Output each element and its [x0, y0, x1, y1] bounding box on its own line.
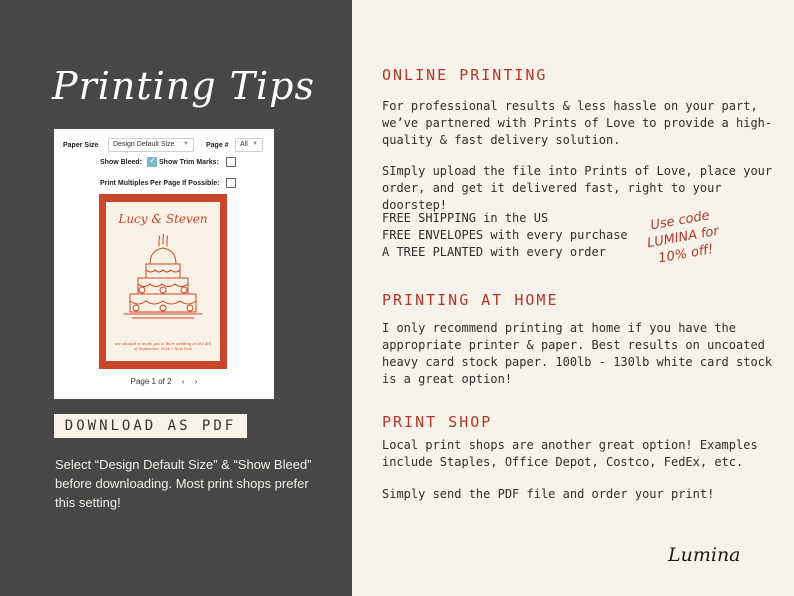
brand-logo: Lumina — [668, 544, 741, 566]
invitation-card — [106, 202, 220, 361]
next-page-icon[interactable]: › — [194, 377, 198, 386]
wedding-cake-illustration — [106, 234, 220, 334]
pager-text: Page 1 of 2 — [130, 377, 172, 386]
paper-size-select[interactable] — [108, 138, 194, 152]
promo-code-note: Use code LUMINA for 10% off! — [646, 208, 720, 267]
print-preview-panel — [54, 129, 274, 399]
preview-pager — [54, 377, 274, 386]
page-number-label: Page # — [206, 142, 229, 149]
print-shop-instructions: Simply send the PDF file and order your print! — [382, 487, 715, 501]
paper-size-label: Paper Size — [63, 142, 99, 149]
show-trim-label: Show Trim Marks: — [159, 159, 219, 166]
chevron-down-icon: ▼ — [252, 141, 258, 147]
online-printing-intro: For professional results & less hassle on your part, we’ve partnered with Prints of Love to provide a high-quality & fast delivery solution. — [382, 99, 773, 147]
paper-size-value: Design Default Size — [113, 141, 175, 148]
online-printing-benefits: FREE SHIPPING in the US FREE ENVELOPES with every purchase A TREE PLANTED with every order — [382, 211, 628, 259]
show-bleed-label: Show Bleed: — [100, 159, 143, 166]
printing-at-home-heading: PRINTING AT HOME — [382, 291, 559, 309]
chevron-down-icon: ▼ — [183, 141, 189, 147]
print-multiples-label: Print Multiples Per Page If Possible: — [100, 180, 220, 187]
show-trim-checkbox[interactable] — [226, 157, 236, 167]
page-number-value: All — [240, 141, 248, 148]
right-panel — [352, 0, 794, 596]
download-instructions: Select “Design Default Size” & “Show Bleed” before downloading. Most print shops prefer this setting! — [55, 457, 312, 510]
online-printing-steps: SImply upload the file into Prints of Love, place your order, and get it delivered fast, right to your doorstep! — [382, 164, 773, 212]
printing-at-home-text: I only recommend printing at home if you have the appropriate printer & paper. Best results on uncoated heavy card stock paper. 100lb - 130lb white card stock is a great option! — [382, 321, 773, 386]
online-printing-heading: ONLINE PRINTING — [382, 66, 548, 84]
prev-page-icon[interactable]: ‹ — [181, 377, 185, 386]
print-shop-heading: PRINT SHOP — [382, 413, 493, 431]
print-shop-text: Local print shops are another great option! Examples include Staples, Office Depot, Costco, FedEx, etc. — [382, 438, 758, 469]
print-multiples-checkbox[interactable] — [226, 178, 236, 188]
left-panel — [0, 0, 352, 596]
invitation-names: Lucy & Steven — [118, 212, 208, 226]
download-pdf-button[interactable]: DOWNLOAD AS PDF — [54, 414, 247, 438]
invitation-fine-print: are pleased to invite you to their wedding on the 4th of September, 2024 • New York — [114, 342, 212, 351]
page-number-select[interactable] — [235, 138, 263, 152]
page-title: Printing Tips — [52, 64, 315, 108]
show-bleed-checkbox[interactable] — [147, 157, 157, 167]
invitation-bleed-area — [99, 194, 227, 369]
